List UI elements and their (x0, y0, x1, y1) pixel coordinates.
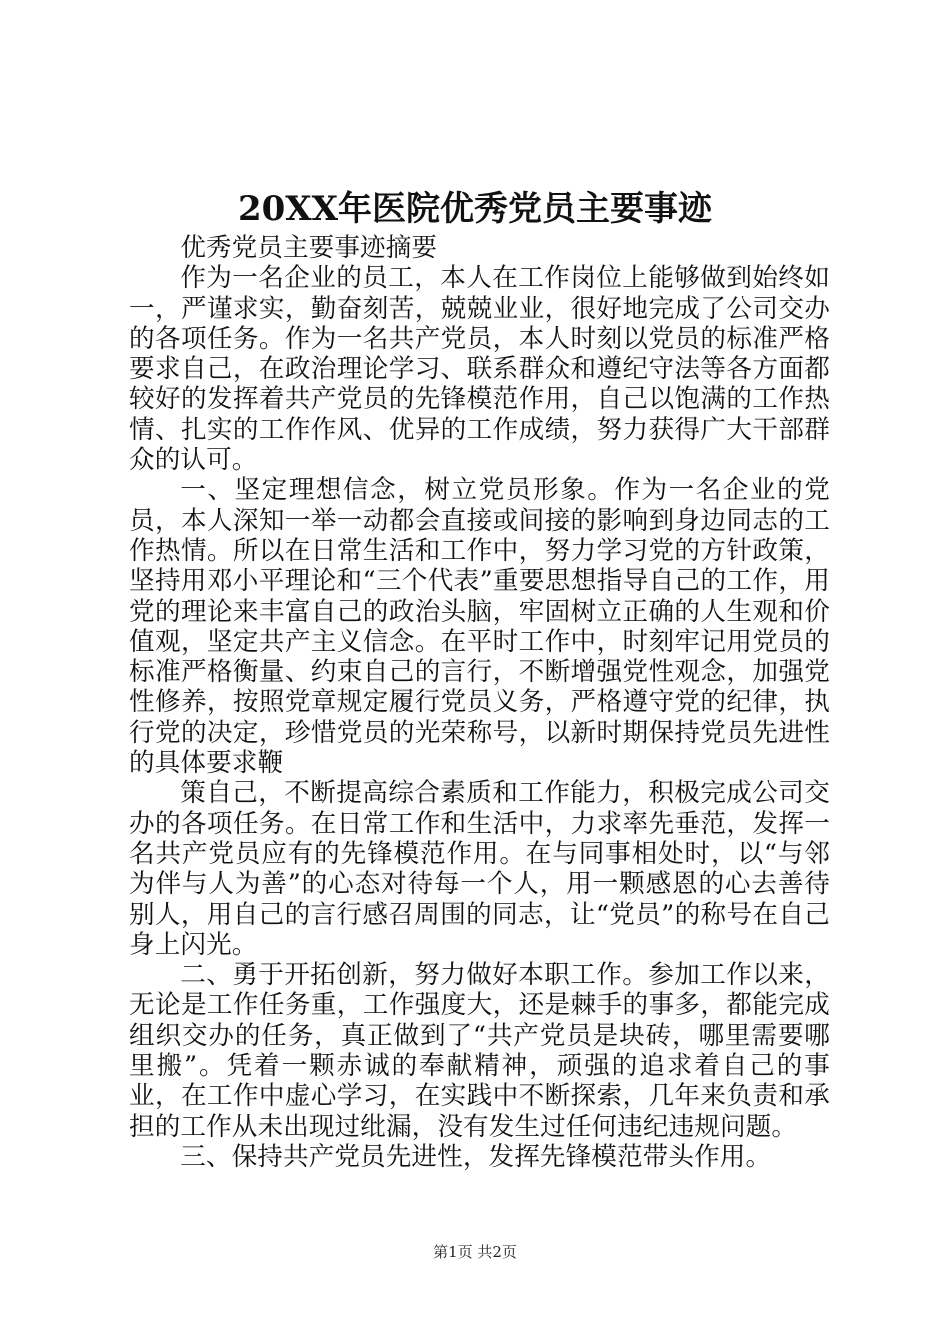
page-number-footer: 第1页 共2页 (433, 1243, 517, 1261)
paragraph-section-three: 三、保持共产党员先进性，发挥先锋模范带头作用。 (180, 1141, 772, 1172)
document-body (129, 233, 830, 1172)
paragraph-section-two: 二、勇于开拓创新，努力做好本职工作。参加工作以来，无论是工作任务重，工作强度大，还是棘手的事多，都能完成组织交办的任务，真正做到了“共产党员是块砖，哪里需要哪里搬”。凭着一颗赤诚的奉献精神，顽强的追求着自己的事业，在工作中虚心学习，在实践中不断探索，几年来负责和承担的工作从未出现过纰漏，没有发生过任何违纪违规问题。 (129, 960, 830, 1142)
paragraph-section-one-continued: 策自己，不断提高综合素质和工作能力，积极完成公司交办的各项任务。在日常工作和生活中，力求率先垂范，发挥一名共产党员应有的先锋模范作用。在与同事相处时，以“与邻为伴与人为善”的心态对待每一个人，用一颗感恩的心去善待别人，用自己的言行感召周围的同志，让“党员”的称号在自己身上闪光。 (129, 778, 830, 960)
paragraph-summary-heading: 优秀党员主要事迹摘要 (180, 233, 438, 263)
document-title: 20XX年医院优秀党员主要事迹 (237, 189, 713, 229)
paragraph-intro: 作为一名企业的员工，本人在工作岗位上能够做到始终如一，严谨求实，勤奋刻苦，兢兢业业，很好地完成了公司交办的各项任务。作为一名共产党员，本人时刻以党员的标准严格要求自己，在政治理论学习、联系群众和遵纪守法等各方面都较好的发挥着共产党员的先锋模范作用，自己以饱满的工作热情、扎实的工作作风、优异的工作成绩，努力获得广大干部群众的认可。 (129, 263, 830, 476)
paragraph-section-one: 一、坚定理想信念，树立党员形象。作为一名企业的党员，本人深知一举一动都会直接或间接的影响到身边同志的工作热情。所以在日常生活和工作中，努力学习党的方针政策，坚持用邓小平理论和“三个代表”重要思想指导自己的工作，用党的理论来丰富自己的政治头脑，牢固树立正确的人生观和价值观，坚定共产主义信念。在平时工作中，时刻牢记用党员的标准严格衡量、约束自己的言行，不断增强党性观念，加强党性修养，按照党章规定履行党员义务，严格遵守党的纪律，执行党的决定，珍惜党员的光荣称号，以新时期保持党员先进性的具体要求鞭 (129, 475, 830, 779)
